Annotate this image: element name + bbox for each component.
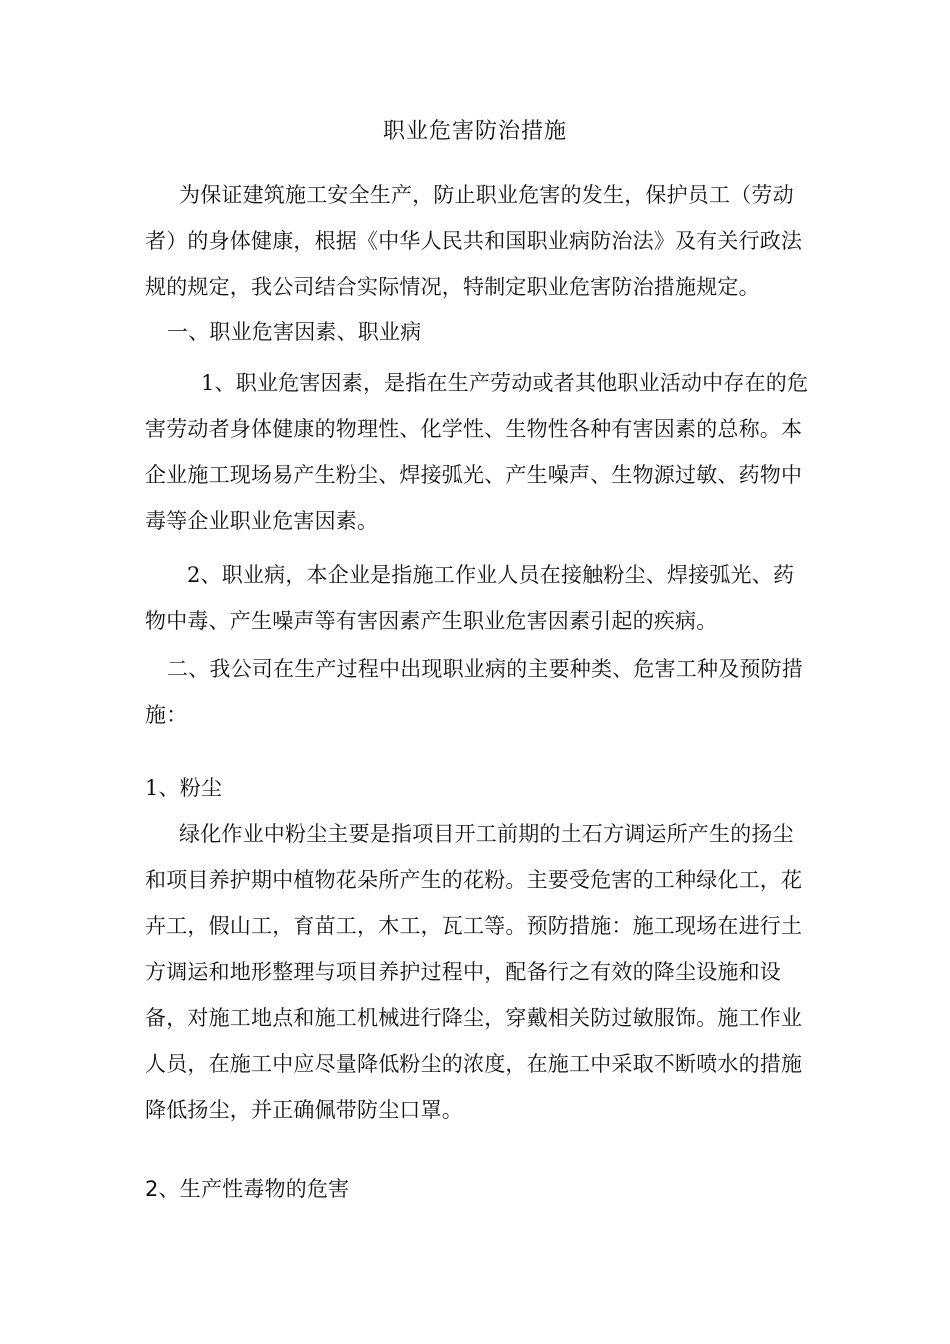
- section-2-heading: 二、我公司在生产过程中出现职业病的主要种类、危害工种及预防措施：: [145, 657, 803, 727]
- document-title: 职业危害防治措施: [382, 119, 567, 144]
- intro-paragraph: 为保证建筑施工安全生产，防止职业危害的发生，保护员工（劳动者）的身体健康，根据《中华人民共和国职业病防治法》及有关行政法规的规定，我公司结合实际情况，特制定职业危害防治措施规定。: [145, 183, 803, 299]
- subsection-dust-heading: 1、粉尘: [145, 776, 223, 800]
- subsection-dust-body: 绿化作业中粉尘主要是指项目开工前期的土石方调运所产生的扬尘和项目养护期中植物花朵所产生的花粉。主要受危害的工种绿化工，花卉工，假山工，育苗工，木工，瓦工等。预防措施：施工现场在进行土方调运和地形整理与项目养护过程中，配备行之有效的降尘设施和设备，对施工地点和施工机械进行降尘，穿戴相关防过敏服饰。施工作业人员，在施工中应尽量降低粉尘的浓度，在施工中采取不断喷水的措施降低扬尘，并正确佩带防尘口罩。: [145, 822, 803, 1122]
- subsection-toxic-heading: 2、生产性毒物的危害: [145, 1177, 350, 1201]
- section-1-heading: 一、职业危害因素、职业病: [167, 320, 422, 344]
- section-1-item-1: 1、职业危害因素，是指在生产劳动或者其他职业活动中存在的危害劳动者身体健康的物理性、化学性、生物性各种有害因素的总称。本企业施工现场易产生粉尘、焊接弧光、产生噪声、生物源过敏、药物中毒等企业职业危害因素。: [145, 371, 809, 533]
- section-1-item-2: 2、职业病，本企业是指施工作业人员在接触粉尘、焊接弧光、药物中毒、产生噪声等有害因素产生职业危害因素引起的疾病。: [145, 563, 795, 633]
